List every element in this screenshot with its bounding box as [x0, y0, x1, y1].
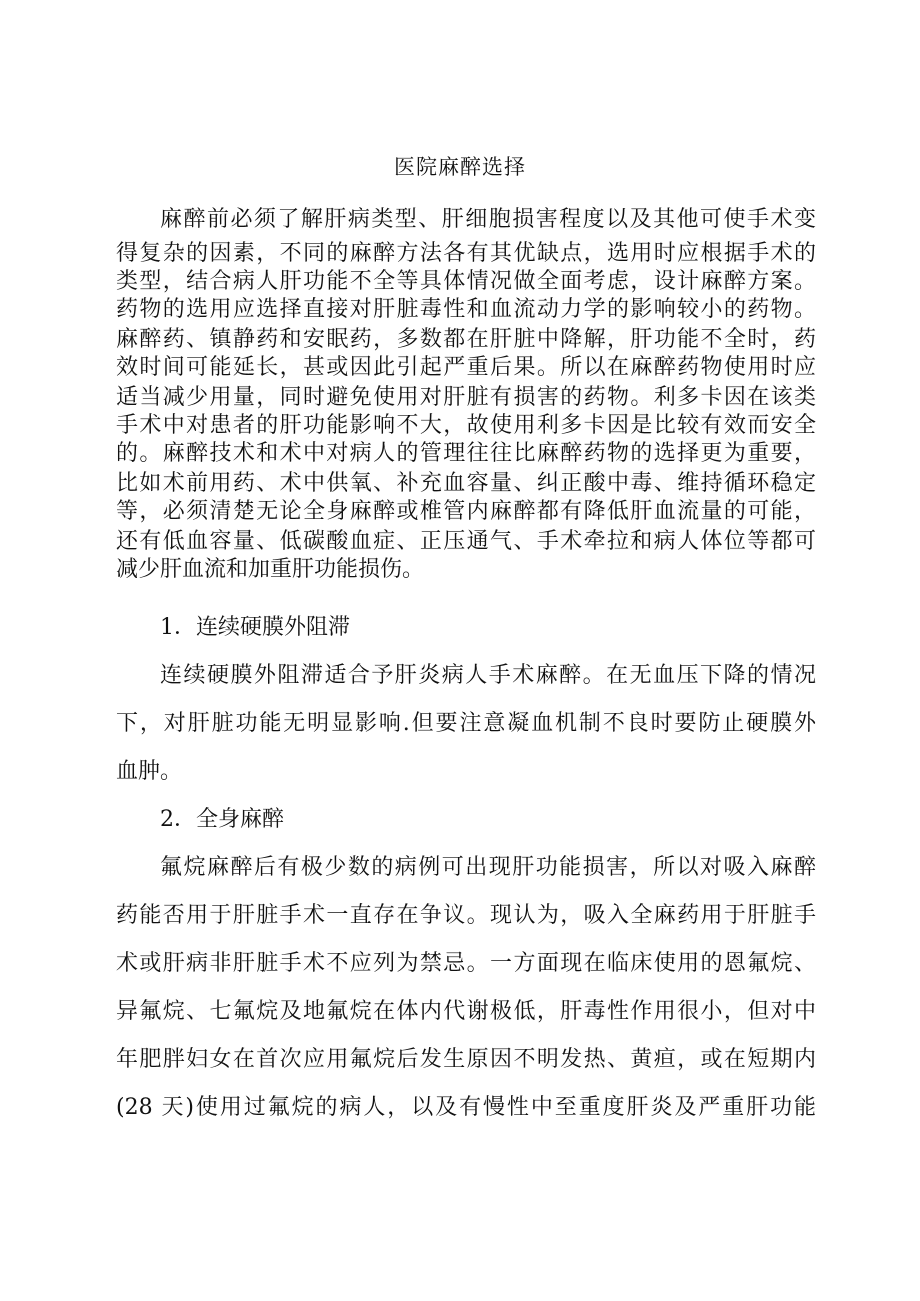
intro-line-9: 的。麻醉技术和术中对病人的管理往往比麻醉药物的选择更为重要， — [116, 441, 816, 466]
intro-line-3: 类型，结合病人肝功能不全等具体情况做全面考虑，设计麻醉方案。 — [116, 269, 816, 294]
intro-line-4: 药物的选用应选择直接对肝脏毒性和血流动力学的影响较小的药物。 — [116, 297, 816, 322]
intro-line-7: 适当减少用量，同时避免使用对肝脏有损害的药物。利多卡因在该类 — [116, 385, 816, 410]
section-2-line-5: 年肥胖妇女在首次应用氟烷后发生原因不明发热、黄疸，或在短期内 — [116, 1047, 816, 1072]
section-1-heading: 1．连续硬膜外阻滞 — [160, 615, 350, 640]
intro-line-6: 效时间可能延长，甚或因此引起严重后果。所以在麻醉药物使用时应 — [116, 355, 816, 380]
section-2-line-3: 术或肝病非肝脏手术不应列为禁忌。一方面现在临床使用的恩氟烷、 — [116, 951, 816, 976]
intro-line-10: 比如术前用药、术中供氧、补充血容量、纠正酸中毒、维持循环稳定 — [116, 471, 816, 496]
intro-line-2: 得复杂的因素，不同的麻醉方法各有其优缺点，选用时应根据手术的 — [116, 241, 816, 266]
intro-line-13: 减少肝血流和加重肝功能损伤。 — [116, 557, 425, 582]
intro-line-8: 手术中对患者的肝功能影响不大，故使用利多卡因是比较有效而安全 — [116, 413, 816, 438]
intro-line-5: 麻醉药、镇静药和安眠药，多数都在肝脏中降解，肝功能不全时，药 — [116, 327, 816, 352]
intro-line-1: 麻醉前必须了解肝病类型、肝细胞损害程度以及其他可使手术变 — [160, 207, 816, 232]
section-1-line-2: 下，对肝脏功能无明显影响.但要注意凝血机制不良时要防止硬膜外 — [116, 711, 816, 736]
section-2-heading: 2．全身麻醉 — [160, 807, 284, 832]
intro-line-11: 等，必须清楚无论全身麻醉或椎管内麻醉都有降低肝血流量的可能， — [116, 499, 816, 524]
document-title: 医院麻醉选择 — [394, 155, 526, 179]
section-2-line-1: 氟烷麻醉后有极少数的病例可出现肝功能损害，所以对吸入麻醉 — [160, 855, 816, 880]
section-2-line-4: 异氟烷、七氟烷及地氟烷在体内代谢极低，肝毒性作用很小，但对中 — [116, 999, 816, 1024]
section-2-line-2: 药能否用于肝脏手术一直存在争议。现认为，吸入全麻药用于肝脏手 — [116, 903, 816, 928]
intro-line-12: 还有低血容量、低碳酸血症、正压通气、手术牵拉和病人体位等都可 — [116, 529, 816, 554]
section-1-line-3: 血肿。 — [116, 759, 183, 784]
section-1-line-1: 连续硬膜外阻滞适合予肝炎病人手术麻醉。在无血压下降的情况 — [160, 663, 816, 688]
section-2-line-6: (28 天)使用过氟烷的病人，以及有慢性中至重度肝炎及严重肝功能 — [116, 1095, 816, 1120]
